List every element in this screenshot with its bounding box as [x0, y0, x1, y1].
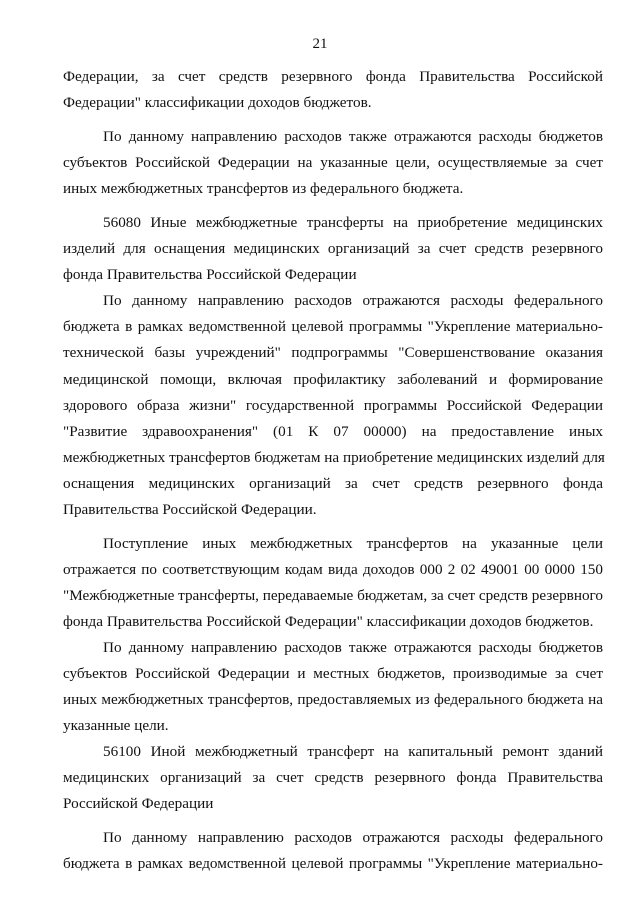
text-line: указанные цели.: [63, 717, 169, 735]
text-line: Российской Федерации: [63, 795, 214, 813]
text-line: иных межбюджетных трансфертов, предоставляемых из федерального бюджета на: [63, 691, 603, 709]
text-line: межбюджетных трансфертов бюджетам на приобретение медицинских изделий для: [63, 448, 605, 466]
text-line: Поступление иных межбюджетных трансфертов на указанные цели: [103, 534, 603, 552]
text-line: иных межбюджетных трансфертов из федерального бюджета.: [63, 180, 464, 198]
text-line: "Развитие здравоохранения" (01 К 07 00000) на предоставление иных: [63, 422, 603, 440]
page-number: 21: [312, 36, 328, 52]
text-line: 56080 Иные межбюджетные трансферты на приобретение медицинских: [103, 214, 603, 232]
text-line: фонда Правительства Российской Федерации" классификации доходов бюджетов.: [63, 612, 594, 630]
text-line: По данному направлению расходов отражаются расходы федерального: [103, 292, 603, 310]
text-line: По данному направлению расходов также отражаются расходы бюджетов: [103, 128, 603, 146]
text-line: бюджета в рамках ведомственной целевой программы "Укрепление материально-: [63, 318, 603, 336]
text-line: субъектов Российской Федерации и местных бюджетов, производимые за счет: [63, 665, 603, 683]
text-line: Федерации, за счет средств резервного фонда Правительства Российской: [63, 68, 603, 85]
document-body: [63, 64, 603, 877]
text-line: отражается по соответствующим кодам вида доходов 000 2 02 49001 00 0000 150: [63, 560, 603, 578]
text-line: фонда Правительства Российской Федерации: [63, 266, 357, 284]
text-line: бюджета в рамках ведомственной целевой программы "Укрепление материально-: [63, 855, 603, 873]
text-line: оснащения медицинских организаций за счет средств резервного фонда: [63, 474, 603, 492]
text-line: медицинских организаций за счет средств резервного фонда Правительства: [63, 769, 603, 787]
text-line: Правительства Российской Федерации.: [63, 500, 317, 518]
text-line: По данному направлению расходов отражаются расходы федерального: [103, 829, 603, 847]
text-line: медицинской помощи, включая профилактику заболеваний и формирование: [63, 370, 603, 388]
text-line: здорового образа жизни" государственной программы Российской Федерации: [63, 396, 603, 414]
text-line: технической базы учреждений" подпрограммы "Совершенствование оказания: [63, 344, 603, 362]
text-line: 56100 Иной межбюджетный трансферт на капитальный ремонт зданий: [103, 743, 603, 761]
text-line: изделий для оснащения медицинских организаций за счет средств резервного: [63, 240, 603, 258]
text-line: По данному направлению расходов также отражаются расходы бюджетов: [103, 638, 603, 656]
text-line: "Межбюджетные трансферты, передаваемые бюджетам, за счет средств резервного: [63, 586, 603, 604]
text-line: Федерации" классификации доходов бюджетов.: [63, 94, 372, 112]
text-line: субъектов Российской Федерации на указанные цели, осуществляемые за счет: [63, 154, 603, 172]
